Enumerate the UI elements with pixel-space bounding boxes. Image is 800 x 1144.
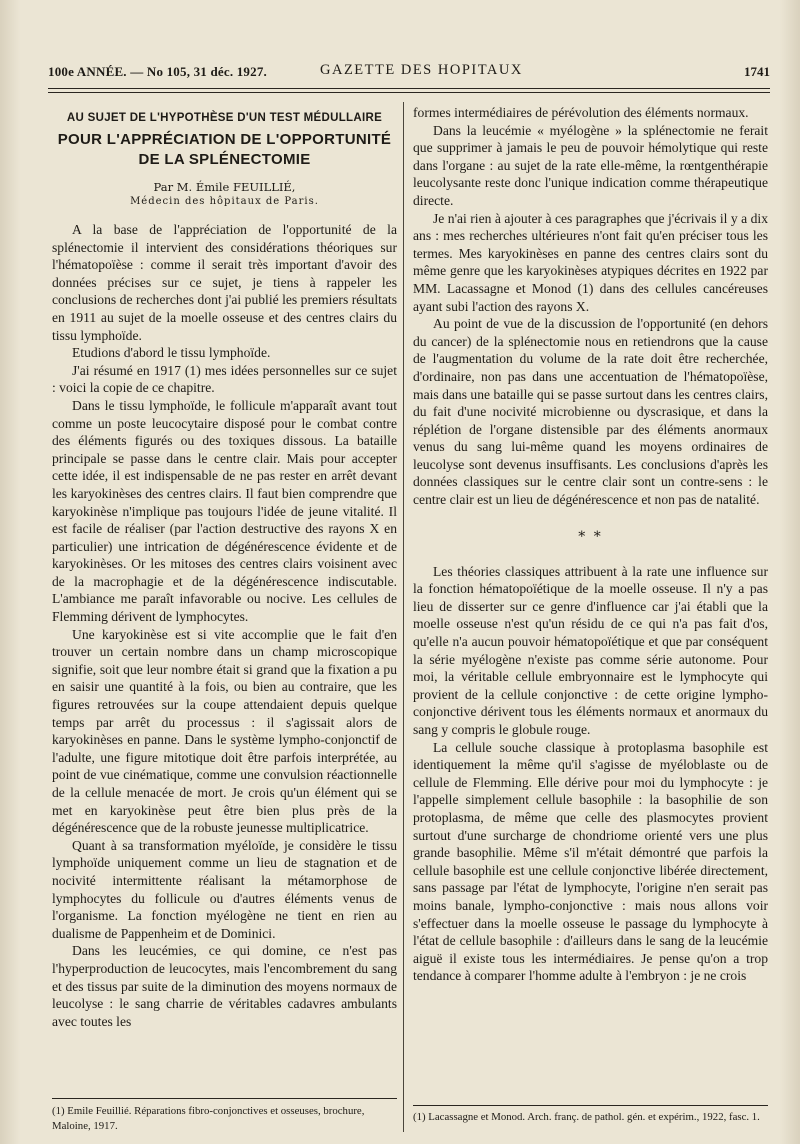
paragraph: Dans les leucémies, ce qui domine, ce n'est pas l'hyperproduction de leucocytes, mais l'encombrement du sang et des tissus par suite de la diminution des moyens normaux de leucolyse : le sang charrie de véritables cadavres ambulants avec toutes les xyxy=(52,943,397,1029)
paragraph: formes intermédiaires de pérévolution des éléments normaux. xyxy=(413,105,749,120)
paragraph: Au point de vue de la discussion de l'opportunité (en dehors du cancer) de la splénectomie nous en retiendrons que la cause de l'augmentation du volume de la rate doit être recherchée, d'ordinaire, non pas dans une accentuation de l'hématopoïèse, mais dans une bataille qui se passe surtout dans les centres clairs, du fait d'une nocivité microbienne ou dyscrasique, et dans la réplétion de l'organe distensible par des éléments anormaux venus du sang lui-même quand les moyens ordinaires de leucolyse sont devenus insuffisants. Les conclusions d'après les données classiques sur le centre clair sont un contre-sens : le centre clair est un lieu de dégénérescence et non pas de natalité. xyxy=(413,316,768,508)
paragraph: A la base de l'appréciation de l'opportunité de la splénectomie il intervient des considérations théoriques sur l'hématopoïèse : comme il serait très important d'avoir des données précises sur ce sujet, je tiens à rappeler les conclusions de recherches dont j'ai publié les premiers résultats en 1911 au sujet de la moelle osseuse et des centres clairs du tissu lymphoïde. xyxy=(52,222,397,343)
paragraph: Je n'ai rien à ajouter à ces paragraphes que j'écrivais il y a dix ans : mes recherches ultérieures n'ont fait qu'en préciser tous les termes. Mes karyokinèses en panne des centres clairs sont du même genre que les karyokinèses atypiques décrites en 1922 par MM. Lacassagne et Monod (1) dans des cellules cancéreuses ayant subi l'action des rayons X. xyxy=(413,210,768,314)
paragraph: J'ai résumé en 1917 (1) mes idées personnelles sur ce sujet : voici la copie de ce chapitre. xyxy=(52,362,397,396)
header-rule xyxy=(48,88,770,89)
paragraph: Dans la leucémie « myélogène » la splénectomie ne ferait que supprimer à jamais le peu de pouvoir hémolytique qui reste dans l'organe : au sujet de la rate elle-même, la rœntgenthérapie leucolysante reste donc l'unique indication comme thérapeutique directe. xyxy=(413,122,768,208)
column-divider xyxy=(403,102,404,1132)
journal-title: GAZETTE DES HOPITAUX xyxy=(320,62,523,78)
header-rule-thin xyxy=(48,92,770,93)
right-body-text-b xyxy=(413,563,768,985)
article-supertitle: AU SUJET DE L'HYPOTHÈSE D'UN TEST MÉDULLAIRE xyxy=(66,112,383,124)
footnote-rule-right xyxy=(413,1105,768,1106)
footnote-right: (1) Lacassagne et Monod. Arch. franç. de pathol. gén. et expérim., 1922, fasc. 1. xyxy=(413,1111,760,1123)
issue-info: 100e ANNÉE. — No 105, 31 déc. 1927. xyxy=(48,64,267,79)
left-column xyxy=(52,104,397,1030)
footnote-rule-left xyxy=(52,1098,397,1099)
page-number: 1741 xyxy=(744,64,770,79)
page-header xyxy=(48,62,770,84)
article-title: POUR L'APPRÉCIATION DE L'OPPORTUNITÉ DE LA SPLÉNECTOMIE xyxy=(57,131,392,168)
paragraph: Quant à sa transformation myéloïde, je considère le tissu lymphoïde uniquement comme un lieu de stagnation et de nocivité intermittente réalisant la métamorphose de lymphocytes du follicule ou d'autres éléments venus de l'organisme. La fonction myélogène ne tient en rien au dualisme de Pappenheim et de Dominici. xyxy=(52,837,397,941)
paragraph: Dans le tissu lymphoïde, le follicule m'apparaît avant tout comme un poste leucocytaire disposé pour le combat contre des éléments figurés ou des toxiques dissous. La bataille principale se passe dans le centre clair. Mais pour accepter cette idée, il est indispensable de ne pas rester en arrêt devant les karyokinèses des centres clairs. Il faut bien comprendre que karyokinèse n'implique pas toujours l'idée de jeune vitalité. Il est facile de réaliser (par l'action destructive des rayons X en particulier) une intrication de dégénérescence évidente et de karyokinèses. Or les mitoses des centres clairs voisinent avec de la macrophagie et de la dégénérescence indiscutable. L'ambiance me paraît infavorable ou nocive. Les cellules de Flemming dérivent de lymphocytes. xyxy=(52,397,397,625)
footnote-left: (1) Emile Feuillié. Réparations fibro-conjonctives et osseuses, brochure, Maloine, 1917. xyxy=(52,1105,365,1132)
right-column xyxy=(413,104,768,985)
right-body-text-a xyxy=(413,104,768,509)
section-separator: * * xyxy=(578,528,603,545)
author-affiliation: Médecin des hôpitaux de Paris. xyxy=(130,196,319,207)
left-body-text xyxy=(52,221,397,1030)
paragraph: La cellule souche classique à protoplasma basophile est identiquement la même qu'il s'agisse de myéloblaste ou de cellule de Flemming. Elle dérive pour moi du lymphocyte : je l'appelle simplement cellule basophile : la basophilie de son protoplasma, de même que celle des plasmocytes provient surtout d'une surcharge de chondriome orienté vers une plus grande basophilie. Même s'il m'était démontré que parfois la cellule basophile est une cellule conjonctive libérée directement, sans passage par l'état de lymphocyte, l'origine n'en serait pas moins banale, lympho-conjonctive : mais nous allons voir s'effectuer dans la moelle osseuse le passage du lymphocyte à l'état de cellule basophile : d'ailleurs dans le sang de la leucémie aiguë il existe tous les intermédiaires. Je pense qu'on a trop tendance à comparer l'homme adulte à l'embryon : je ne crois xyxy=(413,739,768,984)
paragraph: Etudions d'abord le tissu lymphoïde. xyxy=(72,345,271,361)
paragraph: Une karyokinèse est si vite accomplie que le fait d'en trouver un certain nombre dans un champ microscopique signifie, soit que leur nombre était si grand que la fixation a pu en saisir une quantité à la fois, ou bien au contraire, que les figures retrouvées sur la coupe attendaient depuis quelque temps par arrêt du processus : il s'agissait alors de karyokinèses en panne. Dans le système lympho-conjonctif de l'adulte, une figure mitotique doit être parfois interprétée, au point de vue cinématique, comme une convulsion réactionnelle de la cellule menacée de mort. Je crois qu'un élément qui se met en karyokinèse peut être bien plus près de la dégénérescence que de la robuste jeunesse multiplicatrice. xyxy=(52,626,397,836)
paragraph: Les théories classiques attribuent à la rate une influence sur la fonction hématopoïétique de la moelle osseuse. Il n'y a pas lieu de disserter sur ce genre d'influence car j'ai établi que la moelle osseuse n'est qu'un résidu de ce qui n'a pas fait d'os, qu'elle n'a aucun pouvoir hématopoïétique et que par conséquent la série myélogène n'existe pas comme série autonome. Pour moi, la véritable cellule embryonnaire est le lymphocyte qui provient de la cellule conjonctive : de cette origine lympho-conjonctive dérivent tous les éléments normaux et anormaux du sang y compris le globule rouge. xyxy=(413,563,768,737)
article-byline: Par M. Émile FEUILLIÉ, xyxy=(153,180,296,194)
